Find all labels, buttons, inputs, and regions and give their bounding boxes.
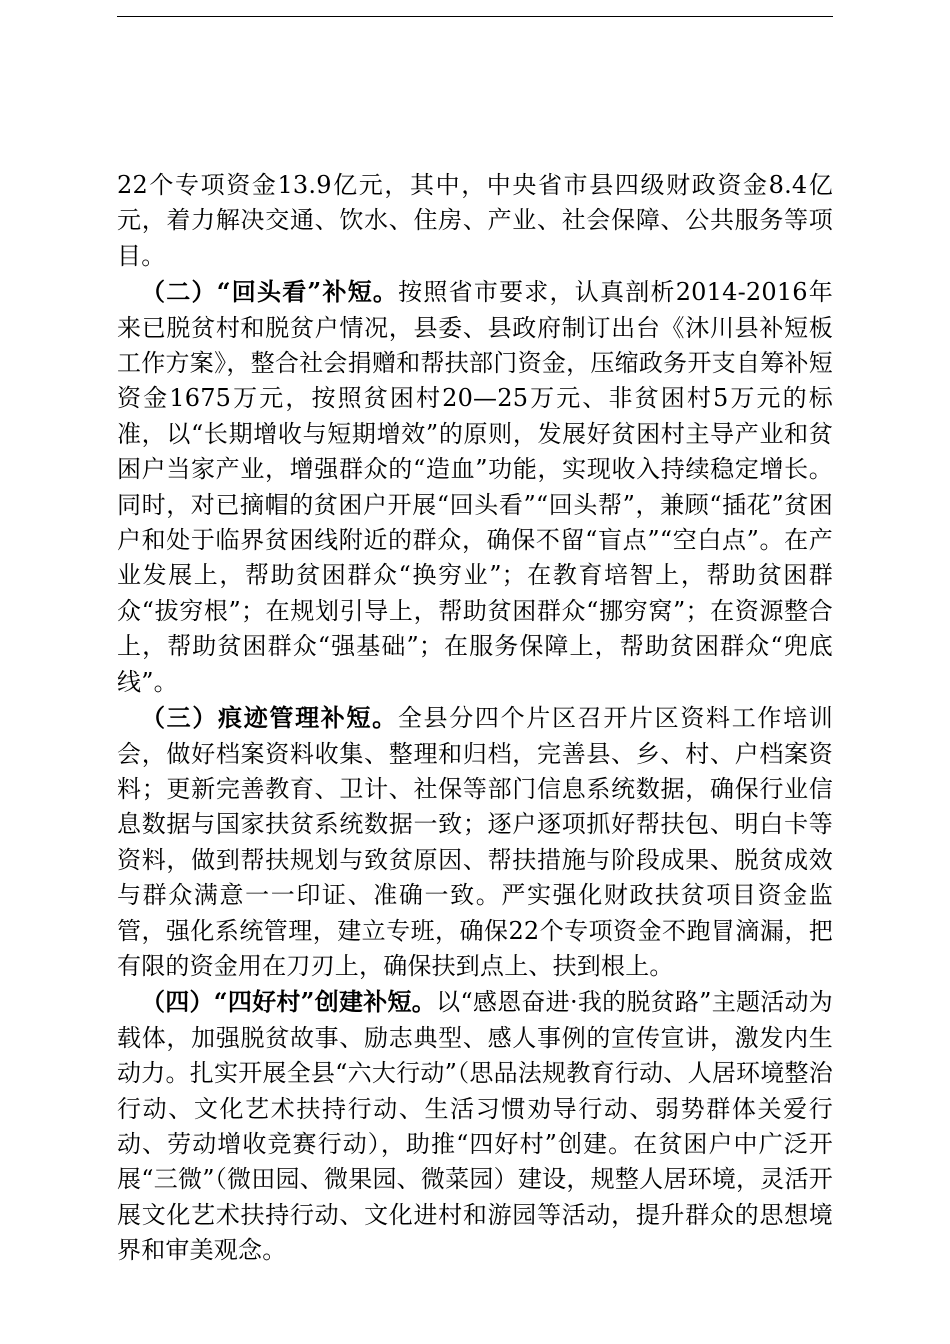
document-body	[117, 168, 833, 1269]
paragraph-funding-summary	[117, 168, 833, 274]
paragraph-look-back	[117, 274, 833, 700]
paragraph-text: 以“感恩奋进·我的脱贫路”主题活动为载体，加强脱贫故事、励志典型、感人事例的宣传宣讲，激发内生动力。扎实开展全县“六大行动”（思品法规教育行动、人居环境整治行动、文化艺术扶持行动、生活习惯劝导行动、弱势群体关爱行动、劳动增收竞赛行动），助推“四好村”创建。在贫困户中广泛开展“三微”（微田园、微果园、微菜园）建设，规整人居环境，灵活开展文化艺术扶持行动、文化进村和游园等活动，提升群众的思想境界和审美观念。	[117, 988, 833, 1265]
header-rule	[117, 16, 833, 17]
paragraph-trace-management	[117, 700, 833, 984]
paragraph-text: 22个专项资金13.9亿元，其中，中央省市县四级财政资金8.4亿元，着力解决交通、饮水、住房、产业、社会保障、公共服务等项目。	[117, 171, 833, 270]
section-heading-look-back: （二）“回头看”补短。	[141, 277, 399, 307]
paragraph-text: 按照省市要求，认真剖析2014-2016年来已脱贫村和脱贫户情况，县委、县政府制订出台《沐川县补短板工作方案》，整合社会捐赠和帮扶部门资金，压缩政务开支自筹补短资金1675万元，按照贫困村20—25万元、非贫困村5万元的标准，以“长期增收与短期增效”的原则，发展好贫困村主导产业和贫困户当家产业，增强群众的“造血”功能，实现收入持续稳定增长。同时，对已摘帽的贫困户开展“回头看”“回头帮”，兼顾“插花”贫困户和处于临界贫困线附近的群众，确保不留“盲点”“空白点”。在产业发展上，帮助贫困群众“换穷业”；在教育培智上，帮助贫困群众“拔穷根”；在规划引导上，帮助贫困群众“挪穷窝”；在资源整合上，帮助贫困群众“强基础”；在服务保障上，帮助贫困群众“兜底线”。	[117, 278, 833, 696]
paragraph-four-good-village	[117, 984, 833, 1268]
section-heading-trace-management: （三）痕迹管理补短。	[141, 703, 398, 733]
paragraph-text: 全县分四个片区召开片区资料工作培训会，做好档案资料收集、整理和归档，完善县、乡、村、户档案资料；更新完善教育、卫计、社保等部门信息系统数据，确保行业信息数据与国家扶贫系统数据一致；逐户逐项抓好帮扶包、明白卡等资料，做到帮扶规划与致贫原因、帮扶措施与阶段成果、脱贫成效与群众满意一一印证、准确一致。严实强化财政扶贫项目资金监管，强化系统管理，建立专班，确保22个专项资金不跑冒滴漏，把有限的资金用在刀刃上，确保扶到点上、扶到根上。	[117, 704, 833, 980]
section-heading-four-good-village: （四）“四好村”创建补短。	[141, 987, 437, 1017]
